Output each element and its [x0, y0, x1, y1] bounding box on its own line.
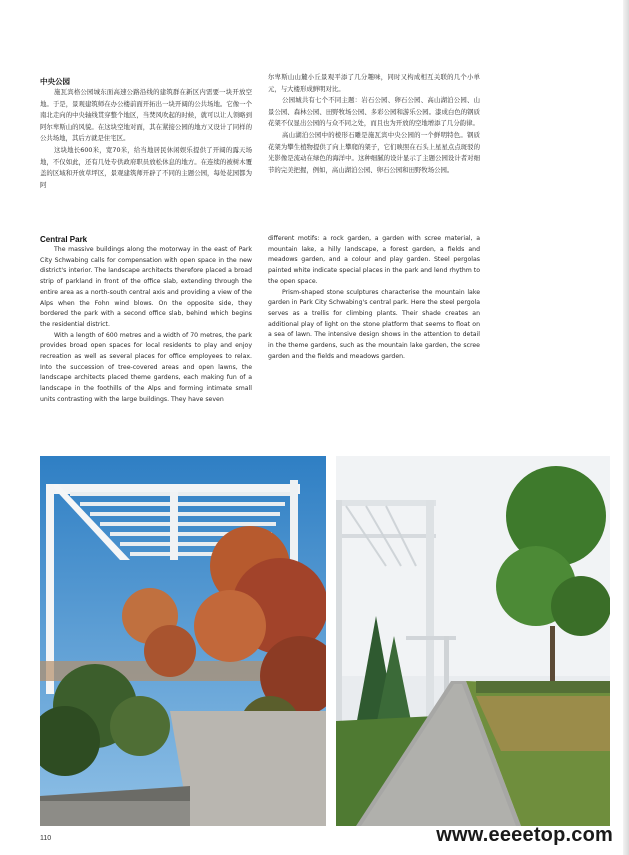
watermark-url: www.eeeetop.com	[436, 824, 613, 846]
chinese-right-column	[268, 72, 480, 176]
chinese-paragraph: 公园城共有七个不同主题：岩石公园、卵石公园、高山湖泊公园、山景公园、森林公园、田野牧场公园、多彩公园和游乐公园。漆成白色的钢质花架不仅显出公园的与众不同之处，而且也为开放的空地增添了几分韵律。	[268, 96, 480, 128]
page-number: 110	[40, 835, 52, 842]
english-paragraph: Prism-shaped stone sculptures characterise the mountain lake garden in Park City Schwabing's central park. Here the steel pergola serves as a trellis for climbing plants. Their shade creates an additional play of light on the stone platform that seems to float on a sea of lawn. The intensive design shows in the attention to detail in the theme gardens, such as the mountain lake garden, the scree garden and the fields and meadows garden.	[268, 288, 480, 360]
english-paragraph: The massive buildings along the motorway in the east of Park City Schwabing calls for compensation with open space in the new district's interior. The landscape architects therefore placed a broad strip of parkland in front of the office slab, extending through the entire area as a north-south central axis and providing a view of the Alps when the Fohn wind blows. On the opposite side, they bordered the park with a second office slab, behind which begins the residential district.	[40, 246, 252, 328]
chinese-paragraph: 尔卑斯山山麓小丘景观平添了几分趣味，同时又构成相互关联的几个小单元，与大楼形成鲜明对比。	[268, 73, 480, 93]
chinese-left-column	[40, 76, 252, 191]
chinese-paragraph: 施瓦宾格公园城东面高速公路沿线的建筑群在新区内需要一块开放空地。于是，景观建筑师在办公楼前面开拓出一块开阔的公共场地。它像一个南北走向的中央轴线贯穿整个地区，当焚风吹起的时候，就可以让人领略到阿尔卑斯山的风貌。在这块空地对面，其在紧接公园的地方又设计了同样的公共场地，其后方就是住宅区。	[40, 88, 252, 143]
english-right-column	[268, 234, 480, 362]
chinese-paragraph: 高山湖泊公园中的棱形石雕是施瓦宾中央公园的一个鲜明特色。钢质花架为攀生植物提供了向上攀爬的架子，它们映照在石头上星星点点斑驳的光影像是流动在绿色的海洋中。这种细腻的设计显示了主题公园设计者对细节的完美把握，例如，高山湖泊公园、卵石公园和田野牧场公园。	[268, 130, 480, 174]
chinese-heading: 中央公园	[40, 77, 70, 86]
page-edge-shadow	[623, 0, 629, 855]
english-heading: Central Park	[40, 235, 88, 244]
english-left-column	[40, 234, 252, 406]
english-paragraph: With a length of 600 metres and a width of 70 metres, the park provides broad open spaces for local residents to play and enjoy recreation as well as several places for office employees to relax. Into the succession of tree-covered areas and open lawns, the landscape architects placed theme gardens, each making fun of a landscape in the foothills of the Alps and forming intimate small units contrasting with the large buildings. They have seven	[40, 331, 252, 403]
english-paragraph: different motifs: a rock garden, a garden with scree material, a mountain lake, a hilly landscape, a forest garden, a fields and meadows garden, and a colour and play garden. Steel pergolas painted white indicate special places in the park and lend rhythm to the open space.	[268, 235, 480, 285]
chinese-paragraph: 这块地长600米，宽70米，给当地居民休闲娱乐提供了开阔的露天场地，不仅如此，还有几处专供政府职员放松休息的地方。在连续的被树木覆盖的区域和开放草坪区，景观建筑师开辟了不同的主题公园，每处花园都为阿	[40, 145, 252, 189]
photo-pergola-colonnade-path	[336, 456, 610, 826]
photo-pergola-autumn-trees	[40, 456, 326, 826]
